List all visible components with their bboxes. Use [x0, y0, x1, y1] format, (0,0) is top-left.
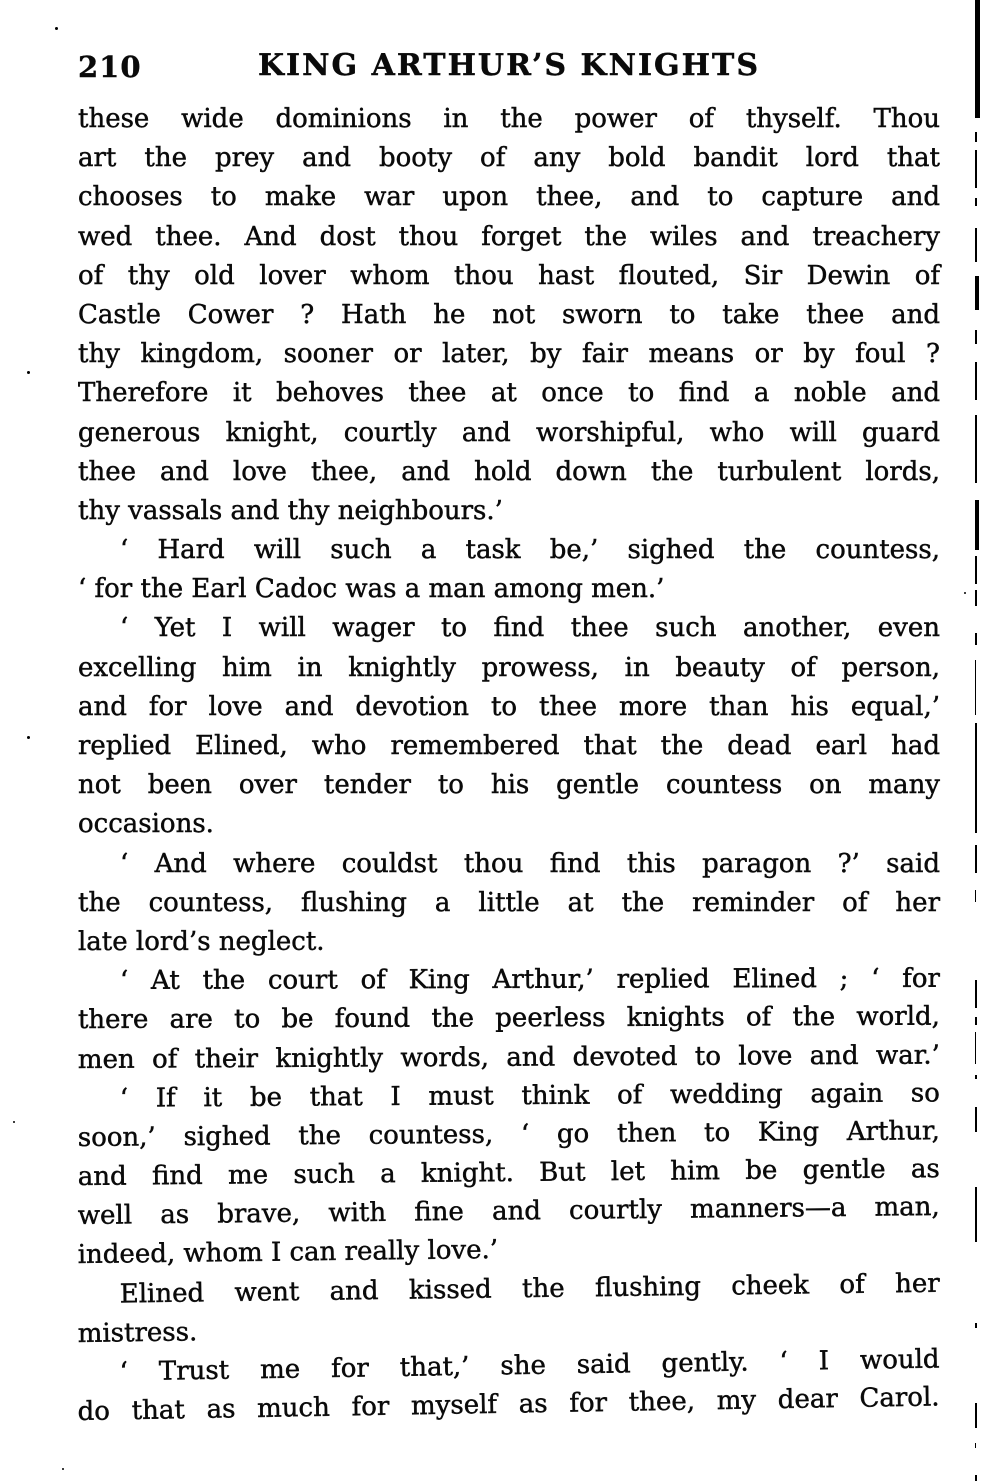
scan-gutter-line-segment — [975, 0, 980, 118]
text-line: ‘ If it be that I must think of wedding again so — [119, 1078, 940, 1114]
text-line: mistress. — [77, 1317, 198, 1349]
scan-gutter-line-segment — [975, 1075, 977, 1079]
scan-gutter-line-segment — [975, 415, 977, 483]
text-line: there are to be found the peerless knights of the world, — [77, 1001, 940, 1036]
scan-gutter-line-segment — [975, 590, 977, 606]
scan-gutter-line-segment — [975, 660, 976, 715]
text-line: soon,’ sighed the countess, ‘ go then to King Arthur, — [77, 1116, 940, 1153]
text-line: of thy old lover whom thou hast flouted, Sir Dewin of — [78, 260, 940, 291]
text-line: and find me such a knight. But let him be gentle as — [77, 1154, 940, 1193]
text-line: art the prey and booty of any bold bandit lord that — [78, 143, 940, 174]
scan-gutter-line-segment — [975, 150, 977, 188]
scan-gutter-line-segment — [975, 723, 977, 833]
page-header — [78, 48, 940, 86]
paragraph — [78, 962, 940, 1080]
text-line: ‘ for the Earl Cadoc was a man among men.’ — [78, 574, 665, 605]
scan-gutter-line-segment — [975, 1187, 977, 1242]
scan-gutter-line-segment — [975, 228, 977, 262]
scan-gutter-line-segment — [975, 1107, 977, 1132]
text-line: Therefore it behoves thee at once to find a noble and — [78, 378, 940, 409]
running-header: KING ARTHUR’S KNIGHTS — [257, 48, 760, 83]
text-line: thee and love thee, and hold down the turbulent lords, — [78, 456, 940, 487]
scan-gutter-line-segment — [975, 132, 977, 142]
scan-gutter-line-segment — [975, 1323, 977, 1328]
scan-gutter-line-segment — [975, 890, 976, 902]
paragraph — [78, 531, 940, 609]
text-line: generous knight, courtly and worshipful, who will guard — [78, 417, 940, 448]
text-line: ‘ Trust me for that,’ she said gently. ‘ I would — [119, 1344, 940, 1388]
paragraph — [78, 845, 940, 963]
text-line: indeed, whom I can really love.’ — [77, 1235, 499, 1271]
text-line: wed thee. And dost thou forget the wiles and treachery — [78, 221, 940, 252]
text-line: thy vassals and thy neighbours.’ — [78, 495, 503, 526]
text-line: men of their knightly words, and devoted to love and war.’ — [77, 1039, 940, 1075]
scan-gutter-line-segment — [975, 980, 977, 1008]
dust-speck — [27, 371, 30, 374]
dust-speck — [964, 592, 966, 594]
paragraph — [78, 609, 940, 844]
text-line: ‘ Yet I will wager to find thee such another, even — [120, 613, 940, 644]
paragraph — [77, 1344, 940, 1432]
text-line: and for love and devotion to thee more than his equal,’ — [78, 691, 940, 722]
scan-gutter-line-segment — [975, 500, 979, 550]
text-line: well as brave, with fine and courtly manners—a man, — [77, 1192, 940, 1232]
text-line: chooses to make war upon thee, and to capture and — [78, 182, 940, 213]
scan-gutter-line-segment — [975, 1443, 976, 1448]
paragraph — [78, 1080, 940, 1276]
text-line: excelling him in knightly prowess, in beauty of person, — [78, 652, 940, 683]
scan-gutter-line-segment — [975, 1017, 977, 1025]
text-line: the countess, flushing a little at the reminder of her — [78, 887, 940, 918]
paragraph — [78, 100, 940, 531]
scan-gutter-line-segment — [975, 845, 977, 873]
scan-gutter-line-segment — [975, 198, 977, 206]
scan-gutter-line-segment — [975, 1032, 976, 1064]
scan-gutter-line-segment — [975, 362, 977, 400]
text-line: Castle Cower ? Hath he not sworn to take thee and — [78, 299, 940, 330]
text-line: thy kingdom, sooner or later, by fair means or by foul ? — [78, 339, 940, 370]
text-line: occasions. — [78, 809, 214, 840]
text-line: ‘ Hard will such a task be,’ sighed the countess, — [120, 535, 940, 566]
dust-speck — [55, 27, 58, 30]
scan-gutter-line-segment — [975, 1403, 977, 1428]
page-number: 210 — [78, 50, 142, 84]
scan-gutter-line-segment — [975, 1475, 977, 1481]
scan-gutter-line-segment — [975, 633, 977, 645]
text-line: not been over tender to his gentle countess on many — [78, 770, 940, 801]
text-line: ‘ At the court of King Arthur,’ replied Elined ; ‘ for — [119, 963, 940, 997]
text-line: ‘ And where couldst thou find this paragon ?’ said — [120, 848, 940, 879]
text-line: do that as much for myself as for thee, my dear Carol. — [77, 1382, 940, 1428]
dust-speck — [27, 736, 30, 739]
scan-gutter-line-segment — [975, 276, 979, 310]
text-line: Elined went and kissed the flushing cheek of her — [119, 1268, 940, 1310]
body-text — [78, 100, 940, 1432]
scan-gutter-line-segment — [975, 556, 977, 584]
scan-gutter-line-segment — [975, 330, 977, 344]
text-line: these wide dominions in the power of thyself. Thou — [78, 104, 940, 134]
text-line: replied Elined, who remembered that the dead earl had — [78, 731, 940, 761]
text-line: late lord’s neglect. — [77, 926, 325, 957]
dust-speck — [13, 1121, 15, 1123]
dust-speck — [62, 1468, 64, 1470]
